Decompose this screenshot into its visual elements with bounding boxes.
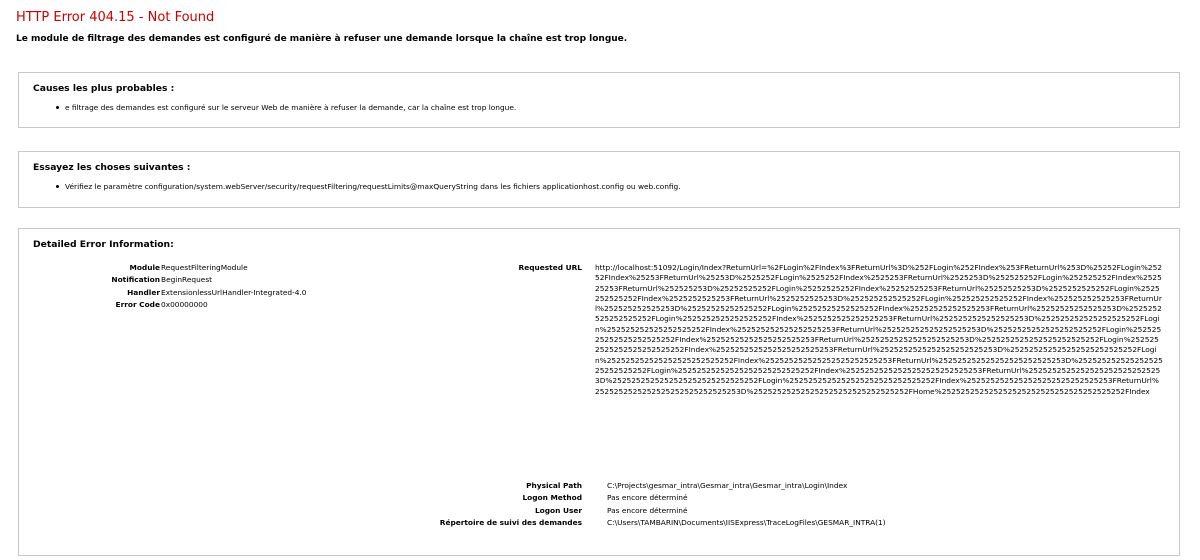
error-subtitle: Le module de filtrage des demandes est configuré de manière à refuser une demande lorsque la chaîne est trop longue. xyxy=(16,34,628,44)
causes-heading: Causes les plus probables : xyxy=(33,83,175,94)
module-label: Module xyxy=(129,263,160,272)
logon-method-value: Pas encore déterminé xyxy=(607,493,688,503)
try-box xyxy=(18,151,1180,208)
requested-url-value: http://localhost:51092/Login/Index?ReturnUrl=%2FLogin%2FIndex%3FReturnUrl%3D%252FLogin%252FIndex%253FReturnUrl%253D%25252FLogin%25252FIndex%25253FReturnUrl%25253D%2525252FLogin%2525252FIndex%2525253FReturnUrl%2525253D%252525252FLogin%252525252FIndex%252525253FReturnUrl%252525253D%25252525252FLogin%25252525252FIndex%25252525253FReturnUrl%25252525253D%2525252525252FLogin%2525252525252FIndex%2525252525253FReturnUrl%2525252525253D%252525252525252FLogin%252525252525252FIndex%252525252525253FReturnUrl%252525252525253D%25252525252525252FLogin%25252525252525252FIndex%25252525252525253FReturnUrl%25252525252525253D%2525252525252525252FLogin%2525252525252525252FIndex%2525252525252525253FReturnUrl%2525252525252525253D%252525252525252525252FLogin%252525252525252525252FIndex%252525252525252525253FReturnUrl%252525252525252525253D%25252525252525252525252FLogin%25252525252525252525252FIndex%25252525252525252525253FReturnUrl%25252525252525252525253D%2525252525252525252525252FLogin%2525252525252525252525252FIndex%2525252525252525252525253FReturnUrl%2525252525252525252525253D%252525252525252525252525252FLogin%252525252525252525252525252FIndex%252525252525252525252525253FReturnUrl%252525252525252525252525253D%25252525252525252525252525252FLogin%25252525252525252525252525252FIndex%25252525252525252525252525253FReturnUrl%25252525252525252525252525253D%2525252525252525252525252525252FLogin%2525252525252525252525252525252FIndex%2525252525252525252525252525253FReturnUrl%2525252525252525252525252525253D%252525252525252525252525252525252FHome%252525252525252525252525252525252525252FIndex xyxy=(595,263,1163,396)
try-item: Vérifiez le paramètre configuration/system.webServer/security/requestFiltering/requestLimits@maxQueryString dans les fichiers applicationhost.config ou web.config. xyxy=(65,181,1165,192)
try-heading: Essayez les choses suivantes : xyxy=(33,162,191,173)
physical-path-label: Physical Path xyxy=(526,481,582,490)
trace-dir-value: C:\Users\TAMBARIN\Documents\IISExpress\TraceLogFiles\GESMAR_INTRA(1) xyxy=(607,517,886,527)
requested-url-label: Requested URL xyxy=(518,263,582,272)
logon-user-label: Logon User xyxy=(534,505,582,515)
details-right-labels xyxy=(437,480,582,541)
module-value: RequestFilteringModule xyxy=(161,263,248,272)
logon-method-label: Logon Method xyxy=(522,493,582,503)
handler-label: Handler xyxy=(127,287,160,297)
error-title: HTTP Error 404.15 - Not Found xyxy=(16,10,215,25)
details-heading: Detailed Error Information: xyxy=(33,239,174,250)
details-left-values xyxy=(161,262,391,311)
notification-label: Notification xyxy=(111,275,160,285)
physical-path-value: C:\Projects\gesmar_intra\Gesmar_intra\Gesmar_intra\Login\Index xyxy=(607,481,848,490)
logon-user-value: Pas encore déterminé xyxy=(607,505,688,515)
causes-item: e filtrage des demandes est configuré sur le serveur Web de manière à refuser la demande, car la chaîne est trop longue. xyxy=(65,102,1165,113)
requested-url-label-wrap xyxy=(437,262,582,274)
causes-box xyxy=(18,72,1180,128)
error-code-value: 0x00000000 xyxy=(161,299,208,309)
notification-value: BeginRequest xyxy=(161,275,213,285)
try-list xyxy=(33,181,1165,192)
error-code-label: Error Code xyxy=(115,299,160,309)
details-right-values xyxy=(607,480,1167,529)
trace-dir-label: Répertoire de suivi des demandes xyxy=(439,517,582,527)
details-left-labels xyxy=(63,262,160,311)
causes-list xyxy=(33,102,1165,113)
details-box xyxy=(18,228,1180,556)
handler-value: ExtensionlessUrlHandler-Integrated-4.0 xyxy=(161,287,307,297)
